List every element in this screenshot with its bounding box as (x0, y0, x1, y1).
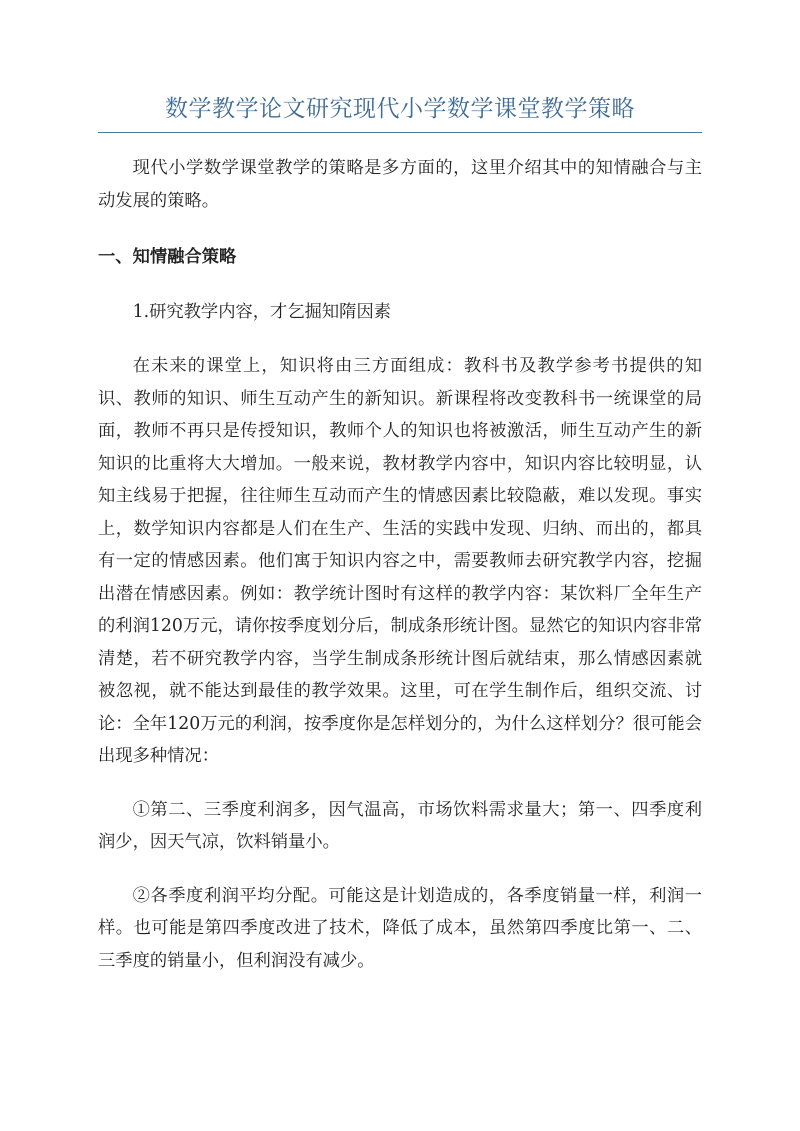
intro-paragraph: 现代小学数学课堂教学的策略是多方面的，这里介绍其中的知情融合与主动发展的策略。 (98, 158, 702, 211)
document-title: 数学教学论文研究现代小学数学课堂教学策略 (165, 96, 635, 122)
case-two-paragraph: ②各季度利润平均分配。可能这是计划造成的，各季度销量一样，利润一样。也可能是第四季度改进了技术，降低了成本，虽然第四季度比第一、二、三季度的销量小，但利润没有减少。 (98, 885, 702, 971)
case-one-paragraph: ①第二、三季度利润多，因气温高，市场饮料需求量大；第一、四季度利润少，因天气凉，饮料销量小。 (98, 799, 702, 852)
subsection-title: 1.研究教学内容，才乞掘知隋因素 (132, 301, 392, 322)
main-paragraph: 在未来的课堂上，知识将由三方面组成：教科书及教学参考书提供的知识、教师的知识、师生互动产生的新知识。新课程将改变教科书一统课堂的局面，教师不再只是传授知识，教师个人的知识也将被激活，师生互动产生的新知识的比重将大大增加。一般来说，教材教学内容中，知识内容比较明显，认知主线易于把握，往往师生互动而产生的情感因素比较隐蔽，难以发现。事实上，数学知识内容都是人们在生产、生活的实践中发现、归纳、而出的，都具有一定的情感因素。他们寓于知识内容之中，需要教师去研究教学内容，挖掘出潜在情感因素。例如：教学统计图时有这样的教学内容：某饮料厂全年生产的利润120万元，请你按季度划分后，制成条形统计图。显然它的知识内容非常清楚，若不研究教学内容，当学生制成条形统计图后就结束，那么情感因素就被忽视，就不能达到最佳的教学效果。这里，可在学生制作后，组织交流、讨论：全年120万元的利润，按季度你是怎样划分的，为什么这样划分？很可能会出现多种情况： (98, 356, 702, 766)
document-body (98, 152, 702, 977)
section-heading: 一、知情融合策略 (98, 247, 237, 267)
title-underline (98, 132, 702, 133)
